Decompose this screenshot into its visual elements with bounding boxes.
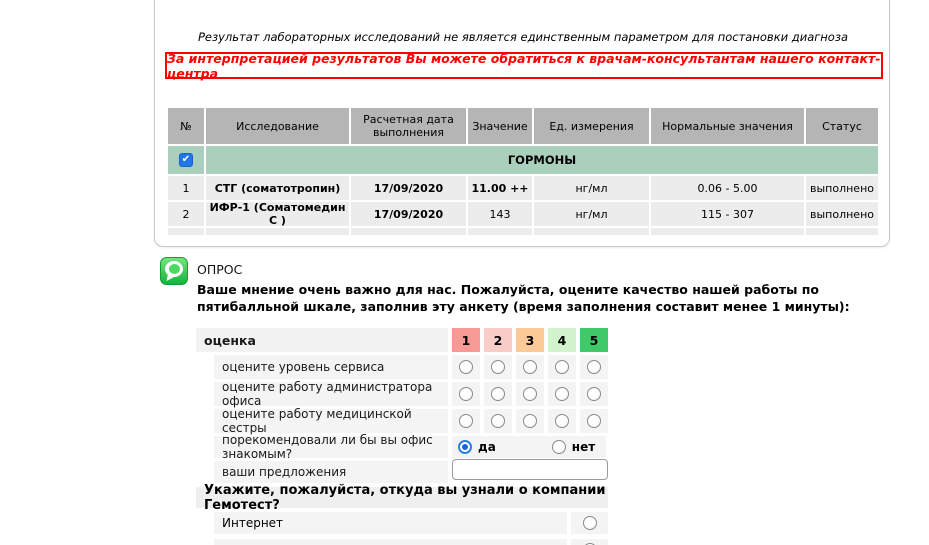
source-option-row	[196, 512, 608, 534]
recommend-no-radio[interactable]	[552, 440, 566, 454]
rating-radio[interactable]	[491, 360, 505, 374]
rating-header-row	[196, 328, 608, 352]
rating-radio[interactable]	[587, 360, 601, 374]
col-header-test: Исследование	[206, 108, 349, 144]
scale-2: 2	[484, 328, 512, 352]
row-test: СТГ (соматотропин)	[206, 176, 349, 200]
row-normal: 0.06 - 5.00	[651, 176, 804, 200]
recommend-yes-radio[interactable]	[458, 440, 472, 454]
row-unit: нг/мл	[534, 202, 649, 226]
suggestions-input[interactable]	[452, 459, 608, 480]
recommend-yes-label: да	[478, 440, 496, 454]
recommend-row	[196, 433, 608, 461]
question-label: оцените уровень сервиса	[214, 355, 448, 379]
chat-bubble-icon	[160, 257, 188, 289]
rating-radio[interactable]	[459, 414, 473, 428]
scale-5: 5	[580, 328, 608, 352]
table-footer-strip	[168, 228, 204, 235]
scale-4: 4	[548, 328, 576, 352]
rating-radio[interactable]	[491, 387, 505, 401]
row-status: выполнено	[806, 176, 878, 200]
rating-radio[interactable]	[555, 360, 569, 374]
row-date: 17/09/2020	[351, 176, 466, 200]
col-header-date: Расчетная дата выполнения	[351, 108, 466, 144]
rating-radio[interactable]	[491, 414, 505, 428]
rating-radio[interactable]	[523, 414, 537, 428]
col-header-status: Статус	[806, 108, 878, 144]
source-option-radio[interactable]	[583, 516, 597, 530]
warning-box	[165, 52, 883, 79]
recommend-options	[452, 436, 606, 458]
rating-radio[interactable]	[523, 360, 537, 374]
warning-text: За интерпретацией результатов Вы можете обратиться к врачам-консультантам нашего контакт-центра	[167, 50, 881, 81]
rating-radio[interactable]	[523, 387, 537, 401]
scale-3: 3	[516, 328, 544, 352]
rating-radio[interactable]	[555, 387, 569, 401]
question-label: оцените работу медицинской сестры	[214, 409, 448, 433]
group-checkbox[interactable]: ✔	[179, 153, 193, 167]
row-status: выполнено	[806, 202, 878, 226]
row-num: 1	[168, 176, 204, 200]
row-test: ИФР-1 (Соматомедин С )	[206, 202, 349, 226]
survey-title: ОПРОС	[197, 262, 243, 277]
rating-question-row	[196, 355, 608, 379]
row-num: 2	[168, 202, 204, 226]
rating-header-label: оценка	[196, 328, 448, 352]
group-title: ГОРМОНЫ	[206, 146, 878, 174]
rating-question-row	[196, 382, 608, 406]
row-unit: нг/мл	[534, 176, 649, 200]
rating-radio[interactable]	[555, 414, 569, 428]
suggestions-label: ваши предложения	[214, 461, 448, 483]
rating-radio[interactable]	[459, 360, 473, 374]
rating-radio[interactable]	[587, 387, 601, 401]
scale-1: 1	[452, 328, 480, 352]
group-checkbox-cell	[168, 146, 204, 174]
question-label: оцените работу администратора офиса	[214, 382, 448, 406]
col-header-num: №	[168, 108, 204, 144]
row-normal: 115 - 307	[651, 202, 804, 226]
results-table	[168, 108, 878, 235]
survey-intro: Ваше мнение очень важно для нас. Пожалуйста, оцените качество нашей работы по пятибалльной шкале, заполнив эту анкету (время заполнения составит менее 1 минуты):	[197, 282, 850, 314]
source-section-header: Укажите, пожалуйста, откуда вы узнали о компании Гемотест?	[196, 487, 608, 508]
row-date: 17/09/2020	[351, 202, 466, 226]
rating-radio[interactable]	[459, 387, 473, 401]
row-value: 143	[468, 202, 532, 226]
source-option-label: Интернет	[214, 512, 567, 534]
col-header-value: Значение	[468, 108, 532, 144]
disclaimer-text: Результат лабораторных исследований не является единственным параметром для постановки диагноза	[198, 30, 848, 44]
row-value: 11.00 ++	[468, 176, 532, 200]
recommend-no-label: нет	[571, 440, 596, 454]
source-option-row-partial	[196, 539, 608, 545]
rating-question-row	[196, 409, 608, 433]
rating-radio[interactable]	[587, 414, 601, 428]
col-header-unit: Ед. измерения	[534, 108, 649, 144]
recommend-label: порекомендовали ли бы вы офис знакомым?	[214, 436, 448, 458]
col-header-normal: Нормальные значения	[651, 108, 804, 144]
